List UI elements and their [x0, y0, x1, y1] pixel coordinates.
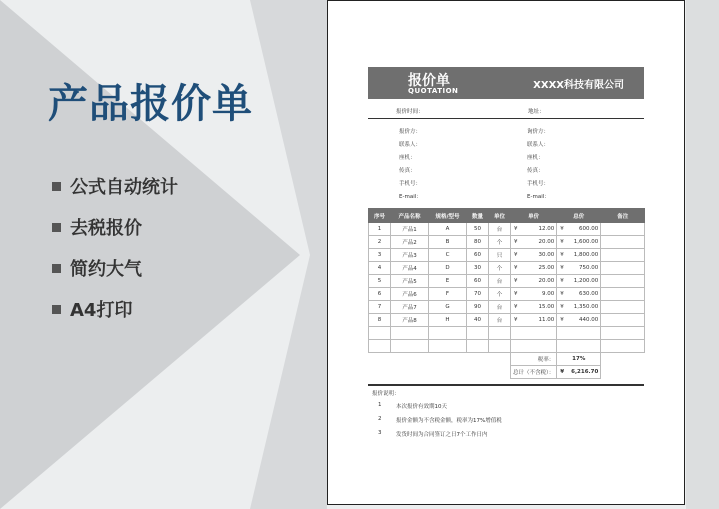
cell-remark	[601, 314, 645, 327]
bullet-square-icon	[52, 305, 61, 314]
cell-spec: E	[429, 275, 467, 288]
cell-currency: ¥	[511, 262, 522, 275]
total-label: 总计（不含税）：	[511, 366, 557, 379]
quoter-field-label: 手机号：	[399, 181, 422, 187]
cell-currency: ¥	[511, 275, 522, 288]
column-header: 备注	[601, 209, 645, 223]
feature-list	[52, 176, 178, 340]
cell-qty: 70	[467, 288, 489, 301]
cell-spec: F	[429, 288, 467, 301]
bullet-square-icon	[52, 264, 61, 273]
cell-unit: 台	[489, 314, 511, 327]
cell-total: 750.00	[567, 262, 601, 275]
table-row	[369, 249, 645, 262]
feature-item	[52, 217, 178, 237]
cell-spec: A	[429, 223, 467, 236]
cell-spec: H	[429, 314, 467, 327]
cell-remark	[601, 236, 645, 249]
cell-price: 15.00	[521, 301, 557, 314]
cell-qty: 90	[467, 301, 489, 314]
table-row	[369, 314, 645, 327]
table-row	[369, 301, 645, 314]
tax-value: 17%	[557, 353, 601, 366]
cell-name: 产品6	[391, 288, 429, 301]
quotation-heading: 报价单	[408, 73, 450, 89]
bullet-square-icon	[52, 182, 61, 191]
cell-name: 产品4	[391, 262, 429, 275]
feature-label: 公式自动统计	[70, 177, 178, 198]
note-text: 本次报价有效期10天	[396, 404, 447, 410]
table-header-row	[369, 209, 645, 223]
header-divider	[368, 118, 644, 119]
cell-price: 12.00	[521, 223, 557, 236]
note-number: 2	[378, 416, 382, 422]
cell-currency: ¥	[511, 314, 522, 327]
quoter-field-label: 传真：	[399, 168, 416, 174]
cell-price: 30.00	[521, 249, 557, 262]
cell-name: 产品2	[391, 236, 429, 249]
inquirer-field-label: 手机号：	[527, 181, 550, 187]
cell-no: 8	[369, 314, 391, 327]
table-row	[369, 275, 645, 288]
cell-total: 1,200.00	[567, 275, 601, 288]
column-header: 规格/型号	[429, 209, 467, 223]
total-currency: ¥	[557, 366, 567, 379]
table-row	[369, 236, 645, 249]
quoter-field-label: 联系人：	[399, 142, 422, 148]
cell-qty: 60	[467, 249, 489, 262]
column-header: 序号	[369, 209, 391, 223]
inquirer-field-label: 询价方：	[527, 129, 550, 135]
quoter-field-label: 报价方：	[399, 129, 422, 135]
cell-price: 11.00	[521, 314, 557, 327]
table-row	[369, 262, 645, 275]
cell-unit: 个	[489, 262, 511, 275]
cell-qty: 30	[467, 262, 489, 275]
cell-remark	[601, 249, 645, 262]
cell-remark	[601, 262, 645, 275]
cell-remark	[601, 275, 645, 288]
cell-price: 20.00	[521, 275, 557, 288]
feature-label: 去税报价	[70, 218, 142, 239]
quotation-table	[368, 208, 645, 379]
cell-unit: 个	[489, 236, 511, 249]
cell-no: 5	[369, 275, 391, 288]
column-header: 产品名称	[391, 209, 429, 223]
cell-qty: 40	[467, 314, 489, 327]
feature-item	[52, 299, 178, 319]
feature-item	[52, 258, 178, 278]
cell-currency: ¥	[557, 223, 567, 236]
cell-unit: 台	[489, 275, 511, 288]
cell-name: 产品7	[391, 301, 429, 314]
cell-currency: ¥	[511, 288, 522, 301]
cell-price: 20.00	[521, 236, 557, 249]
total-row	[369, 366, 645, 379]
inquirer-field-label: 传真：	[527, 168, 544, 174]
feature-label: 简约大气	[70, 259, 142, 280]
cell-currency: ¥	[557, 288, 567, 301]
cell-no: 3	[369, 249, 391, 262]
cell-currency: ¥	[557, 301, 567, 314]
table-row	[369, 223, 645, 236]
cell-unit: 只	[489, 249, 511, 262]
total-value: 6,216.70	[567, 366, 601, 379]
note-text: 发货时间为合同签订之日7个工作日内	[396, 432, 488, 438]
quotation-banner	[368, 67, 644, 99]
cell-currency: ¥	[557, 314, 567, 327]
company-name: XXXX科技有限公司	[533, 80, 624, 91]
cell-total: 440.00	[567, 314, 601, 327]
address-label: 地址：	[528, 109, 545, 115]
cell-total: 1,800.00	[567, 249, 601, 262]
cell-total: 1,600.00	[567, 236, 601, 249]
cell-currency: ¥	[557, 236, 567, 249]
notes-title: 报价说明：	[372, 391, 400, 397]
notes-divider	[368, 384, 644, 386]
cell-unit: 个	[489, 288, 511, 301]
feature-label: A4打印	[70, 300, 133, 321]
cell-qty: 50	[467, 223, 489, 236]
cell-no: 6	[369, 288, 391, 301]
note-text: 报价金额为不含税金额，税率为17%增值税	[396, 418, 502, 424]
cell-currency: ¥	[511, 301, 522, 314]
cell-no: 7	[369, 301, 391, 314]
column-header: 总价	[557, 209, 601, 223]
table-row-empty	[369, 340, 645, 353]
cell-spec: C	[429, 249, 467, 262]
quotation-sheet	[327, 0, 685, 505]
cell-name: 产品5	[391, 275, 429, 288]
cell-no: 1	[369, 223, 391, 236]
cell-currency: ¥	[557, 262, 567, 275]
cell-no: 4	[369, 262, 391, 275]
cell-remark	[601, 223, 645, 236]
cell-currency: ¥	[557, 249, 567, 262]
inquirer-field-label: 座机：	[527, 155, 544, 161]
cell-remark	[601, 301, 645, 314]
cell-qty: 80	[467, 236, 489, 249]
column-header: 单位	[489, 209, 511, 223]
cell-currency: ¥	[511, 223, 522, 236]
quoter-field-label: 座机：	[399, 155, 416, 161]
cell-price: 25.00	[521, 262, 557, 275]
note-number: 3	[378, 430, 382, 436]
cell-no: 2	[369, 236, 391, 249]
cell-remark	[601, 288, 645, 301]
cell-name: 产品8	[391, 314, 429, 327]
cell-name: 产品3	[391, 249, 429, 262]
note-number: 1	[378, 402, 382, 408]
quote-time-label: 报价时间：	[396, 109, 424, 115]
cell-total: 630.00	[567, 288, 601, 301]
cell-unit: 台	[489, 301, 511, 314]
cell-name: 产品1	[391, 223, 429, 236]
tax-label: 税率：	[511, 353, 557, 366]
table-row	[369, 288, 645, 301]
cell-currency: ¥	[557, 275, 567, 288]
tax-row	[369, 353, 645, 366]
cell-total: 600.00	[567, 223, 601, 236]
cell-unit: 台	[489, 223, 511, 236]
page-title: 产品报价单	[48, 81, 253, 127]
cell-total: 1,350.00	[567, 301, 601, 314]
cell-spec: G	[429, 301, 467, 314]
bullet-square-icon	[52, 223, 61, 232]
cell-currency: ¥	[511, 236, 522, 249]
cell-spec: B	[429, 236, 467, 249]
inquirer-field-label: E-mail：	[527, 194, 550, 200]
column-header: 数量	[467, 209, 489, 223]
cell-qty: 60	[467, 275, 489, 288]
quoter-field-label: E-mail：	[399, 194, 422, 200]
cell-spec: D	[429, 262, 467, 275]
cell-price: 9.00	[521, 288, 557, 301]
inquirer-field-label: 联系人：	[527, 142, 550, 148]
cell-currency: ¥	[511, 249, 522, 262]
feature-item	[52, 176, 178, 196]
quotation-heading-en: QUOTATION	[408, 87, 459, 95]
table-row-empty	[369, 327, 645, 340]
column-header: 单价	[511, 209, 557, 223]
